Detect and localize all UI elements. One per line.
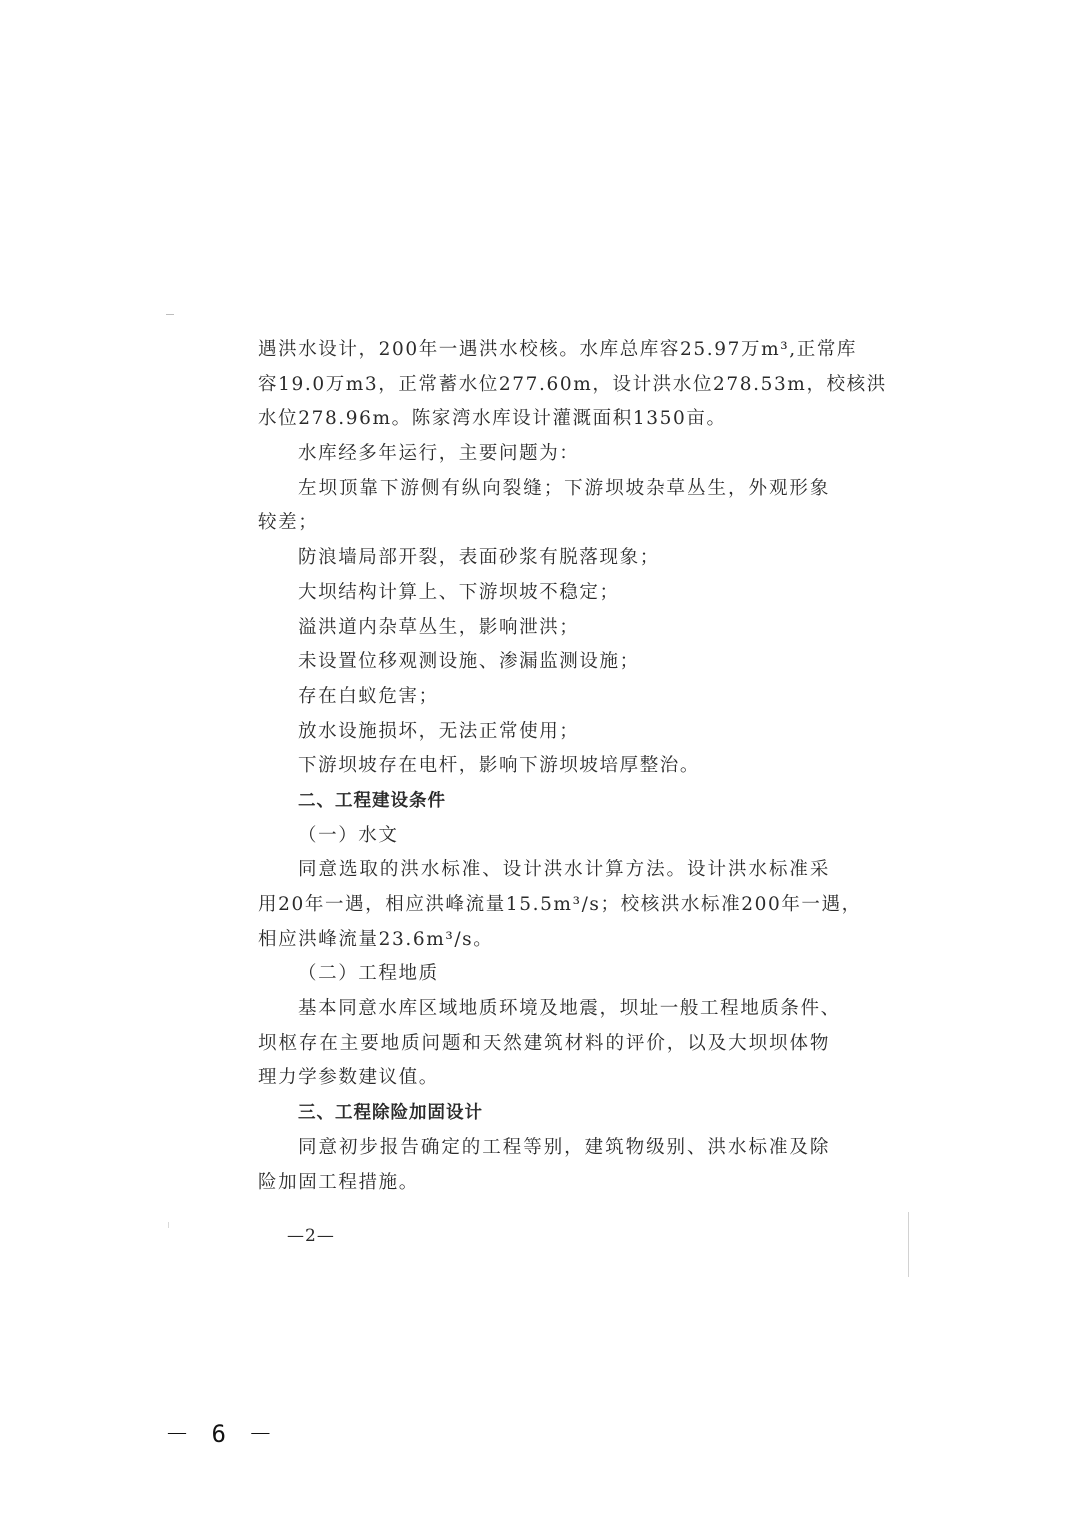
list-item: 大坝结构计算上、下游坝坡不稳定； bbox=[298, 581, 620, 603]
scan-mark bbox=[166, 314, 174, 315]
paragraph-line: 同意初步报告确定的工程等别，建筑物级别、洪水标准及除 bbox=[298, 1136, 830, 1158]
subsection-heading: （二）工程地质 bbox=[298, 963, 439, 985]
list-item: 下游坝坡存在电杆，影响下游坝坡培厚整治。 bbox=[298, 755, 701, 777]
paragraph-line: 水库经多年运行，主要问题为： bbox=[298, 443, 580, 465]
list-item: 未设置位移观测设施、渗漏监测设施； bbox=[298, 651, 640, 673]
list-item: 溢洪道内杂草丛生，影响泄洪； bbox=[298, 616, 580, 638]
paragraph-line: 用20年一遇，相应洪峰流量15.5m³/s；校核洪水标准200年一遇， bbox=[258, 894, 862, 915]
page-number: － 6 － bbox=[165, 1420, 277, 1448]
paragraph-line: 遇洪水设计，200年一遇洪水校核。水库总库容25.97万m³,正常库 bbox=[258, 339, 858, 360]
paragraph-line: 左坝顶靠下游侧有纵向裂缝；下游坝坡杂草丛生，外观形象 bbox=[298, 477, 830, 499]
scan-mark bbox=[168, 1222, 169, 1228]
list-item: 存在白蚁危害； bbox=[298, 685, 439, 707]
list-item: 防浪墙局部开裂，表面砂浆有脱落现象； bbox=[298, 547, 660, 569]
paragraph-line: 坝枢存在主要地质问题和天然建筑材料的评价，以及大坝坝体物 bbox=[258, 1032, 830, 1054]
paragraph-line: 水位278.96m。陈家湾水库设计灌溉面积1350亩。 bbox=[258, 408, 727, 430]
paragraph-line: 险加固工程措施。 bbox=[258, 1171, 419, 1193]
paragraph-line: 同意选取的洪水标准、设计洪水计算方法。设计洪水标准采 bbox=[298, 859, 830, 881]
paragraph-line: 容19.0万m3，正常蓄水位277.60m，设计洪水位278.53m，校核洪 bbox=[258, 373, 887, 395]
subsection-heading: （一）水文 bbox=[298, 824, 399, 846]
section-heading: 二、工程建设条件 bbox=[298, 790, 446, 811]
paragraph-line: 较差； bbox=[258, 512, 319, 534]
scanned-page-number: —2— bbox=[287, 1226, 335, 1246]
scan-mark bbox=[908, 1212, 909, 1277]
paragraph-line: 基本同意水库区域地质环境及地震，坝址一般工程地质条件、 bbox=[298, 998, 841, 1020]
paragraph-line: 相应洪峰流量23.6m³/s。 bbox=[258, 928, 494, 950]
body-text bbox=[258, 333, 887, 1200]
paragraph-line: 理力学参数建议值。 bbox=[258, 1067, 439, 1089]
section-heading: 三、工程除险加固设计 bbox=[298, 1103, 483, 1124]
list-item: 放水设施损坏，无法正常使用； bbox=[298, 720, 580, 742]
